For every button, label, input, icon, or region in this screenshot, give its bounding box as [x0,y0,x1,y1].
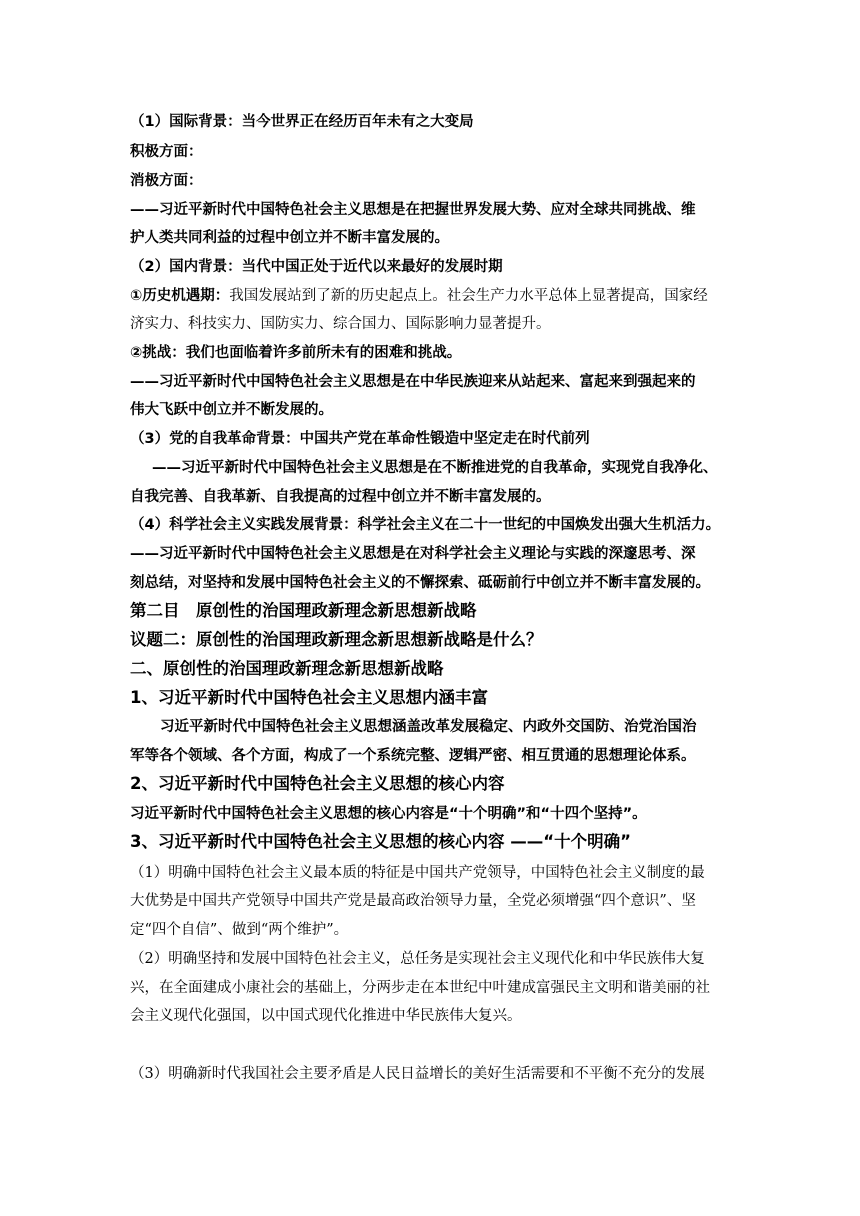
paragraph-line: 会主义现代化强国，以中国式现代化推进中华民族伟大复兴。 [130,1008,522,1024]
topic-heading: 议题二：原创性的治国理政新理念新思想新战略是什么？ [130,630,543,649]
paragraph-party-background: （3）党的自我革命背景：中国共产党在革命性锻造中坚定走在时代前列 [130,431,590,447]
point-heading-1: 1、习近平新时代中国特色社会主义思想内涵丰富 [130,688,488,707]
section-heading: 第二目 原创性的治国理政新理念新思想新战略 [130,601,477,620]
paragraph-line: ——习近平新时代中国特色社会主义思想是在不断推进党的自我革命，实现党自我净化、 [152,460,718,476]
point-heading-3: 3、习近平新时代中国特色社会主义思想的核心内容 ——“十个明确” [130,832,631,851]
opportunity-label: ①历史机遇期： [130,288,230,304]
paragraph-domestic-background: （2）国内背景：当代中国正处于近代以来最好的发展时期 [130,259,503,275]
paragraph-item-2: （2）明确坚持和发展中国特色社会主义，总任务是实现社会主义现代化和中华民族伟大复 [130,951,705,967]
opportunity-text: 我国发展站到了新的历史起点上。社会生产力水平总体上显著提高，国家经 [229,288,708,304]
paragraph-line: ——习近平新时代中国特色社会主义思想是在对科学社会主义理论与实践的深邃思考、深 [130,546,696,562]
paragraph-line: 习近平新时代中国特色社会主义思想涵盖改革发展稳定、内政外交国防、治党治国治 [160,719,697,735]
paragraph-line: 兴，在全面建成小康社会的基础上，分两步走在本世纪中叶建成富强民主文明和谐美丽的社 [130,980,710,996]
paragraph-line: 济实力、科技实力、国防实力、综合国力、国际影响力显著提升。 [130,316,551,332]
paragraph-negative: 消极方面： [130,173,203,189]
paragraph-line: 习近平新时代中国特色社会主义思想的核心内容是“十个明确”和“十四个坚持”。 [130,806,647,822]
paragraph-socialism-background: （4）科学社会主义实践发展背景：科学社会主义在二十一世纪的中国焕发出强大生机活力。 [130,517,721,533]
paragraph-line: 刻总结，对坚持和发展中国特色社会主义的不懈探索、砥砺前行中创立并不断丰富发展的。 [130,575,710,591]
paragraph-line: 大优势是中国共产党领导中国共产党是最高政治领导力量，全党必须增强“四个意识”、坚 [130,893,696,909]
paragraph-challenge: ②挑战：我们也面临着许多前所未有的困难和挑战。 [130,345,462,361]
paragraph-line: 军等各个领域、各个方面，构成了一个系统完整、逻辑严密、相互贯通的思想理论体系。 [130,748,696,764]
paragraph-line: 自我完善、自我革新、自我提高的过程中创立并不断丰富发展的。 [130,489,551,505]
paragraph-line: ——习近平新时代中国特色社会主义思想是在把握世界发展大势、应对全球共同挑战、维 [130,202,696,218]
paragraph-positive: 积极方面： [130,144,203,160]
paragraph-line: 伟大飞跃中创立并不断发展的。 [130,402,333,418]
paragraph-item-1: （1）明确中国特色社会主义最本质的特征是中国共产党领导，中国特色社会主义制度的最 [130,865,705,881]
point-heading-2: 2、习近平新时代中国特色社会主义思想的核心内容 [130,774,505,793]
subsection-heading: 二、原创性的治国理政新理念新思想新战略 [130,659,444,678]
paragraph-line: ——习近平新时代中国特色社会主义思想是在中华民族迎来从站起来、富起来到强起来的 [130,374,696,390]
paragraph-opportunity [130,285,735,307]
paragraph-line: 定“四个自信”、做到“两个维护”。 [130,922,349,938]
paragraph-intl-background: （1）国际背景：当今世界正在经历百年未有之大变局 [130,114,474,130]
paragraph-line: 护人类共同利益的过程中创立并不断丰富发展的。 [130,230,449,246]
paragraph-item-3: （3）明确新时代我国社会主要矛盾是人民日益增长的美好生活需要和不平衡不充分的发展 [130,1066,705,1082]
